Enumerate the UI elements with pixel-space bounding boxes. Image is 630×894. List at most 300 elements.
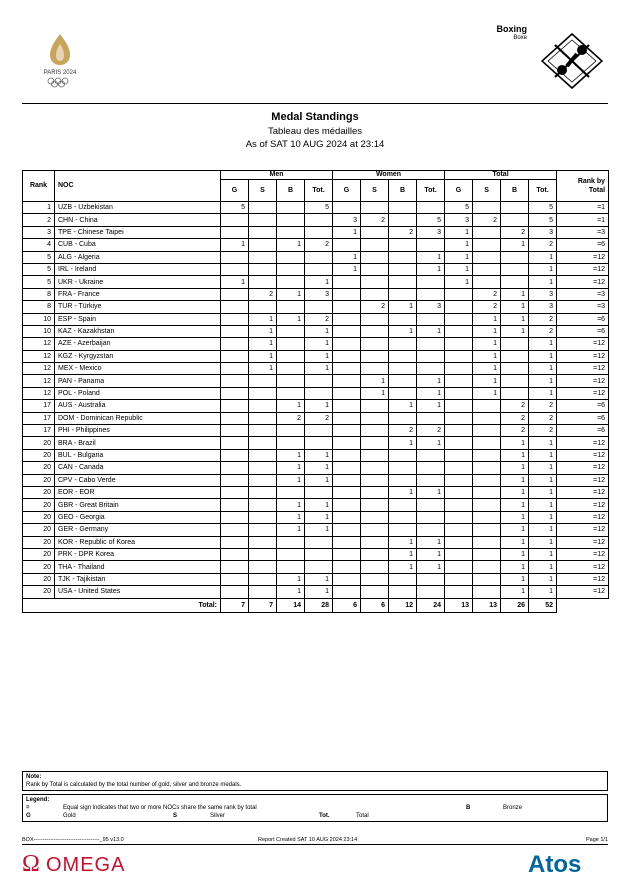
- row-men-tot: [305, 375, 333, 387]
- row-total-s: [473, 561, 501, 573]
- row-women-b: [389, 363, 417, 375]
- row-women-b: 1: [389, 325, 417, 337]
- total-men-g: 7: [221, 598, 249, 612]
- row-women-s: [361, 325, 389, 337]
- row-women-tot: 1: [417, 486, 445, 498]
- row-rank-by-total: =12: [557, 338, 609, 350]
- row-men-b: 2: [277, 412, 305, 424]
- row-noc: KGZ - Kyrgyzstan: [55, 350, 221, 362]
- legend-box: [22, 794, 608, 822]
- row-men-tot: [305, 263, 333, 275]
- table-row: [23, 325, 609, 337]
- row-women-g: [333, 425, 361, 437]
- row-rank: 20: [23, 437, 55, 449]
- row-noc: CHN - China: [55, 214, 221, 226]
- row-women-s: [361, 239, 389, 251]
- row-women-tot: [417, 449, 445, 461]
- row-men-b: [277, 226, 305, 238]
- row-men-g: [221, 325, 249, 337]
- row-total-g: [445, 301, 473, 313]
- row-rank-by-total: =12: [557, 363, 609, 375]
- row-total-g: 1: [445, 226, 473, 238]
- row-rank-by-total: =3: [557, 301, 609, 313]
- row-men-s: 1: [249, 325, 277, 337]
- row-men-tot: 1: [305, 524, 333, 536]
- row-women-b: [389, 214, 417, 226]
- row-men-tot: [305, 561, 333, 573]
- row-noc: USA - United States: [55, 586, 221, 598]
- row-men-b: 1: [277, 400, 305, 412]
- row-total-tot: 5: [529, 214, 557, 226]
- row-women-s: [361, 263, 389, 275]
- row-men-tot: 2: [305, 313, 333, 325]
- row-rank: 20: [23, 474, 55, 486]
- row-men-s: [249, 573, 277, 585]
- row-men-s: 1: [249, 350, 277, 362]
- row-noc: BUL - Bulgaria: [55, 449, 221, 461]
- row-women-g: [333, 548, 361, 560]
- footer-page: Page 1/1: [585, 837, 608, 843]
- row-men-g: [221, 524, 249, 536]
- row-women-s: [361, 425, 389, 437]
- row-total-s: 1: [473, 375, 501, 387]
- row-men-s: [249, 202, 277, 214]
- row-total-s: [473, 251, 501, 263]
- row-total-s: [473, 536, 501, 548]
- row-men-g: 5: [221, 202, 249, 214]
- col-men-b: B: [277, 180, 305, 202]
- row-men-g: 1: [221, 276, 249, 288]
- row-rank: 20: [23, 511, 55, 523]
- row-men-b: [277, 425, 305, 437]
- row-rank-by-total: =3: [557, 288, 609, 300]
- row-total-s: 2: [473, 288, 501, 300]
- row-men-s: [249, 226, 277, 238]
- table-row: [23, 586, 609, 598]
- row-men-g: [221, 437, 249, 449]
- row-total-tot: 2: [529, 425, 557, 437]
- row-men-s: [249, 486, 277, 498]
- row-noc: GER - Germany: [55, 524, 221, 536]
- row-men-g: [221, 462, 249, 474]
- row-women-b: [389, 202, 417, 214]
- table-row: [23, 536, 609, 548]
- row-noc: TJK - Tajikistan: [55, 573, 221, 585]
- row-women-tot: [417, 239, 445, 251]
- row-women-s: 1: [361, 387, 389, 399]
- row-noc: UKR - Ukraine: [55, 276, 221, 288]
- row-rank: 5: [23, 263, 55, 275]
- row-men-tot: [305, 301, 333, 313]
- row-rank: 5: [23, 276, 55, 288]
- row-rank: 8: [23, 301, 55, 313]
- row-rank: 12: [23, 338, 55, 350]
- row-noc: TUR - Türkiye: [55, 301, 221, 313]
- row-men-b: 1: [277, 474, 305, 486]
- row-total-tot: 1: [529, 499, 557, 511]
- row-women-tot: 2: [417, 425, 445, 437]
- row-rank-by-total: =6: [557, 400, 609, 412]
- row-noc: CUB - Cuba: [55, 239, 221, 251]
- row-men-b: [277, 263, 305, 275]
- row-women-b: [389, 412, 417, 424]
- row-rank: 20: [23, 449, 55, 461]
- row-women-tot: [417, 524, 445, 536]
- row-men-b: 1: [277, 524, 305, 536]
- row-men-tot: 1: [305, 511, 333, 523]
- row-total-b: 2: [501, 425, 529, 437]
- row-total-s: [473, 276, 501, 288]
- row-total-s: 1: [473, 363, 501, 375]
- row-women-tot: [417, 288, 445, 300]
- row-men-s: [249, 214, 277, 226]
- row-total-tot: 1: [529, 350, 557, 362]
- row-total-g: [445, 325, 473, 337]
- row-men-s: [249, 474, 277, 486]
- row-women-s: [361, 548, 389, 560]
- row-total-s: [473, 263, 501, 275]
- row-men-g: [221, 301, 249, 313]
- total-all-s: 13: [473, 598, 501, 612]
- row-men-s: 1: [249, 338, 277, 350]
- row-total-b: 1: [501, 313, 529, 325]
- row-total-s: 1: [473, 350, 501, 362]
- row-noc: BRA - Brazil: [55, 437, 221, 449]
- row-men-b: 1: [277, 573, 305, 585]
- row-total-s: [473, 239, 501, 251]
- row-rank: 20: [23, 462, 55, 474]
- row-rank: 10: [23, 313, 55, 325]
- row-men-tot: 2: [305, 412, 333, 424]
- row-rank-by-total: =12: [557, 276, 609, 288]
- note-label: Note:: [26, 774, 42, 780]
- row-total-b: 1: [501, 586, 529, 598]
- total-women-s: 6: [361, 598, 389, 612]
- row-women-s: [361, 276, 389, 288]
- row-men-s: 2: [249, 288, 277, 300]
- row-total-tot: 1: [529, 263, 557, 275]
- row-women-tot: 1: [417, 400, 445, 412]
- row-women-tot: [417, 313, 445, 325]
- row-men-tot: 1: [305, 325, 333, 337]
- legend-eq-key: =: [26, 805, 30, 811]
- row-total-s: [473, 437, 501, 449]
- row-total-s: [473, 511, 501, 523]
- row-women-b: [389, 276, 417, 288]
- row-women-tot: [417, 573, 445, 585]
- row-total-g: [445, 548, 473, 560]
- row-men-g: [221, 573, 249, 585]
- row-total-tot: 3: [529, 301, 557, 313]
- row-men-s: 1: [249, 313, 277, 325]
- omega-logo: [22, 848, 162, 878]
- row-total-tot: 1: [529, 561, 557, 573]
- row-women-g: 3: [333, 214, 361, 226]
- table-row: [23, 462, 609, 474]
- row-rank-by-total: =3: [557, 226, 609, 238]
- total-all-g: 13: [445, 598, 473, 612]
- row-total-g: [445, 437, 473, 449]
- row-men-b: [277, 375, 305, 387]
- row-total-g: [445, 412, 473, 424]
- report-title: Medal Standings: [271, 111, 359, 123]
- table-row: [23, 511, 609, 523]
- row-men-tot: 1: [305, 276, 333, 288]
- row-men-b: 1: [277, 462, 305, 474]
- row-men-s: [249, 400, 277, 412]
- table-row: [23, 486, 609, 498]
- row-total-b: [501, 350, 529, 362]
- row-total-tot: 3: [529, 226, 557, 238]
- table-row: [23, 437, 609, 449]
- row-total-b: 1: [501, 486, 529, 498]
- row-men-g: [221, 511, 249, 523]
- row-men-s: [249, 586, 277, 598]
- row-men-g: [221, 251, 249, 263]
- row-rank-by-total: =12: [557, 499, 609, 511]
- row-total-g: [445, 511, 473, 523]
- col-total-s: S: [473, 180, 501, 202]
- table-row: [23, 276, 609, 288]
- row-men-g: [221, 412, 249, 424]
- row-women-s: [361, 437, 389, 449]
- omega-logo-text: OMEGA: [46, 854, 126, 876]
- row-total-g: [445, 313, 473, 325]
- col-total-tot: Tot.: [529, 180, 557, 202]
- medal-standings-table: [22, 170, 609, 613]
- row-rank: 20: [23, 561, 55, 573]
- row-rank: 17: [23, 400, 55, 412]
- sport-title: Boxing: [496, 24, 527, 34]
- col-women-s: S: [361, 180, 389, 202]
- row-women-b: [389, 499, 417, 511]
- row-noc: POL - Poland: [55, 387, 221, 399]
- row-rank-by-total: =6: [557, 412, 609, 424]
- row-men-g: [221, 449, 249, 461]
- row-total-b: 1: [501, 561, 529, 573]
- row-women-tot: 1: [417, 561, 445, 573]
- row-total-tot: 3: [529, 288, 557, 300]
- row-men-s: [249, 437, 277, 449]
- row-total-g: [445, 363, 473, 375]
- total-men-tot: 28: [305, 598, 333, 612]
- total-men-b: 14: [277, 598, 305, 612]
- col-women-b: B: [389, 180, 417, 202]
- row-men-b: 1: [277, 586, 305, 598]
- grp-men: Men: [221, 171, 333, 180]
- footer-report-code: BOX------------------------------------_95 v13.0: [22, 837, 124, 843]
- row-total-b: [501, 214, 529, 226]
- row-women-b: [389, 288, 417, 300]
- table-row: [23, 375, 609, 387]
- total-men-s: 7: [249, 598, 277, 612]
- row-total-b: 1: [501, 239, 529, 251]
- row-women-b: [389, 387, 417, 399]
- row-total-tot: 1: [529, 375, 557, 387]
- row-noc: DOM - Dominican Republic: [55, 412, 221, 424]
- row-women-b: 1: [389, 561, 417, 573]
- row-women-g: [333, 474, 361, 486]
- row-rank-by-total: =12: [557, 573, 609, 585]
- row-women-tot: 1: [417, 536, 445, 548]
- row-women-s: [361, 313, 389, 325]
- row-men-g: [221, 338, 249, 350]
- row-women-s: [361, 524, 389, 536]
- row-noc: ESP - Spain: [55, 313, 221, 325]
- row-total-tot: 1: [529, 276, 557, 288]
- row-total-b: 1: [501, 524, 529, 536]
- row-men-s: 1: [249, 363, 277, 375]
- row-total-s: [473, 202, 501, 214]
- row-women-g: [333, 573, 361, 585]
- row-total-b: 1: [501, 437, 529, 449]
- row-rank: 10: [23, 325, 55, 337]
- legend-label: Legend:: [26, 797, 50, 803]
- row-total-b: 2: [501, 226, 529, 238]
- row-noc: EOR - EOR: [55, 486, 221, 498]
- row-total-s: [473, 474, 501, 486]
- row-total-b: [501, 387, 529, 399]
- table-row: [23, 573, 609, 585]
- row-women-g: [333, 486, 361, 498]
- col-total-b: B: [501, 180, 529, 202]
- row-noc: CAN - Canada: [55, 462, 221, 474]
- row-women-tot: 1: [417, 375, 445, 387]
- table-row: [23, 288, 609, 300]
- row-women-g: [333, 313, 361, 325]
- row-men-b: [277, 486, 305, 498]
- row-women-s: [361, 536, 389, 548]
- row-total-g: [445, 449, 473, 461]
- col-rank-by-total: Rank by Total: [557, 171, 609, 202]
- row-men-s: [249, 301, 277, 313]
- medal-rows: [23, 202, 609, 599]
- row-women-tot: [417, 511, 445, 523]
- row-women-b: [389, 375, 417, 387]
- row-rank-by-total: =12: [557, 511, 609, 523]
- table-row: [23, 449, 609, 461]
- row-rank: 1: [23, 202, 55, 214]
- row-total-b: 1: [501, 499, 529, 511]
- row-total-s: [473, 226, 501, 238]
- row-rank-by-total: =12: [557, 524, 609, 536]
- row-women-tot: 1: [417, 251, 445, 263]
- row-rank-by-total: =1: [557, 202, 609, 214]
- row-women-b: 1: [389, 536, 417, 548]
- row-women-b: 1: [389, 548, 417, 560]
- row-men-tot: 1: [305, 400, 333, 412]
- row-men-b: 1: [277, 449, 305, 461]
- row-women-tot: [417, 363, 445, 375]
- total-rbt-empty: [557, 598, 609, 612]
- row-total-g: [445, 350, 473, 362]
- row-women-b: [389, 251, 417, 263]
- row-men-g: [221, 486, 249, 498]
- row-total-b: 1: [501, 325, 529, 337]
- row-women-g: 1: [333, 263, 361, 275]
- row-men-g: [221, 536, 249, 548]
- row-noc: PHI - Philippines: [55, 425, 221, 437]
- row-women-tot: [417, 462, 445, 474]
- row-men-g: [221, 263, 249, 275]
- row-men-g: [221, 586, 249, 598]
- row-total-g: [445, 486, 473, 498]
- row-rank-by-total: =6: [557, 425, 609, 437]
- row-rank: 20: [23, 573, 55, 585]
- row-total-b: [501, 251, 529, 263]
- row-total-g: [445, 499, 473, 511]
- row-women-g: 1: [333, 251, 361, 263]
- row-total-tot: 5: [529, 202, 557, 214]
- row-rank-by-total: =12: [557, 561, 609, 573]
- row-women-b: [389, 449, 417, 461]
- row-total-tot: 1: [529, 462, 557, 474]
- row-rank-by-total: =12: [557, 263, 609, 275]
- row-rank: 17: [23, 412, 55, 424]
- row-total-g: 3: [445, 214, 473, 226]
- row-men-b: [277, 214, 305, 226]
- row-women-s: [361, 288, 389, 300]
- row-men-b: 1: [277, 511, 305, 523]
- row-men-tot: 5: [305, 202, 333, 214]
- row-total-tot: 2: [529, 325, 557, 337]
- row-women-tot: [417, 474, 445, 486]
- row-rank: 20: [23, 524, 55, 536]
- table-row: [23, 412, 609, 424]
- row-women-b: [389, 313, 417, 325]
- row-total-g: [445, 400, 473, 412]
- row-women-tot: [417, 202, 445, 214]
- legend-s-text: Silver: [210, 813, 226, 819]
- row-women-tot: 5: [417, 214, 445, 226]
- row-men-s: [249, 462, 277, 474]
- row-total-b: 2: [501, 412, 529, 424]
- row-men-tot: 1: [305, 363, 333, 375]
- row-rank-by-total: =12: [557, 375, 609, 387]
- row-rank: 12: [23, 375, 55, 387]
- row-total-b: 1: [501, 474, 529, 486]
- row-women-tot: [417, 499, 445, 511]
- row-women-b: 2: [389, 226, 417, 238]
- row-total-b: 1: [501, 536, 529, 548]
- row-men-b: [277, 202, 305, 214]
- row-rank-by-total: =6: [557, 325, 609, 337]
- total-women-b: 12: [389, 598, 417, 612]
- row-rank: 20: [23, 536, 55, 548]
- row-rank: 12: [23, 387, 55, 399]
- total-women-g: 6: [333, 598, 361, 612]
- row-women-s: [361, 462, 389, 474]
- col-men-tot: Tot.: [305, 180, 333, 202]
- legend-s-key: S: [173, 813, 178, 819]
- footer-report-created: Report Created SAT 10 AUG 2024 23:14: [258, 837, 358, 843]
- row-rank-by-total: =1: [557, 214, 609, 226]
- row-total-s: [473, 524, 501, 536]
- table-row: [23, 338, 609, 350]
- col-men-s: S: [249, 180, 277, 202]
- row-men-tot: [305, 536, 333, 548]
- row-total-g: [445, 425, 473, 437]
- row-men-g: [221, 375, 249, 387]
- row-women-s: [361, 202, 389, 214]
- row-men-g: [221, 425, 249, 437]
- total-label: Total:: [23, 598, 221, 612]
- table-row: [23, 524, 609, 536]
- row-women-s: [361, 251, 389, 263]
- row-total-tot: 2: [529, 239, 557, 251]
- row-women-g: [333, 387, 361, 399]
- row-men-tot: 1: [305, 474, 333, 486]
